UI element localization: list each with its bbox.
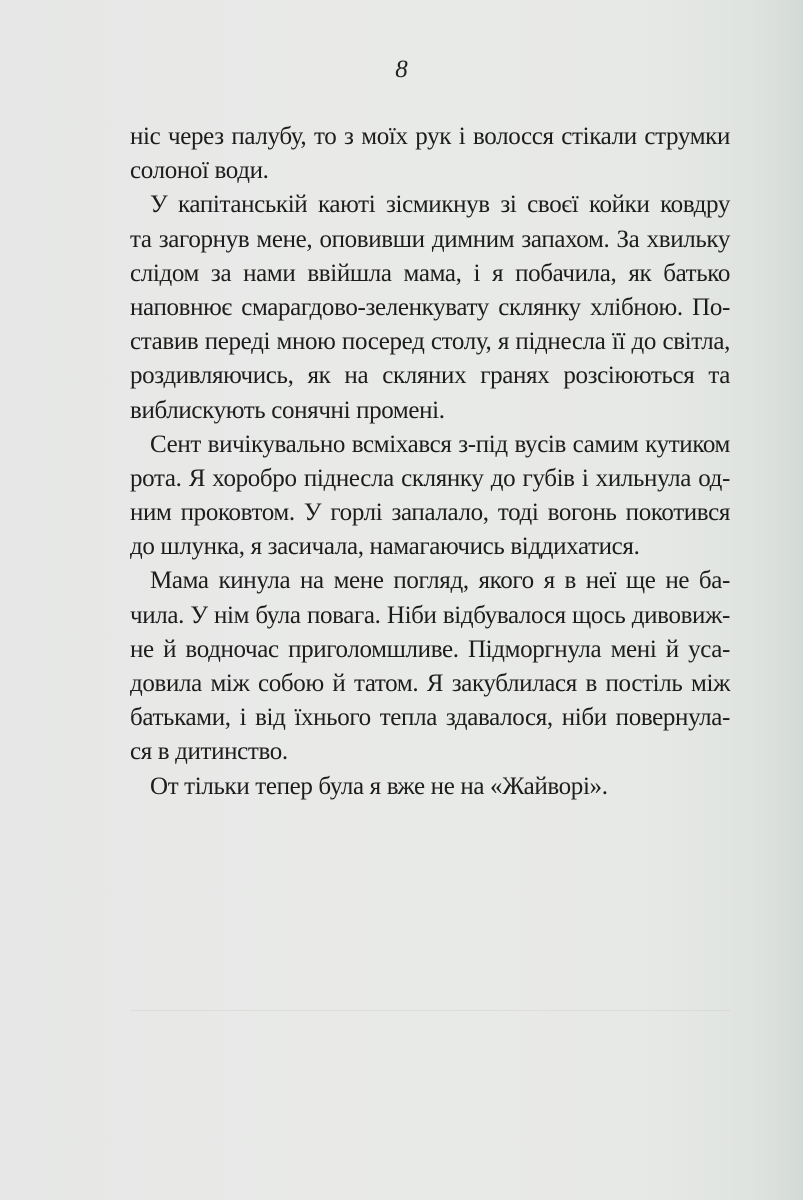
page-number: 8	[395, 56, 408, 83]
text-line: ніс через палубу, то з моїх рук і волосся стікали струмки	[130, 123, 730, 150]
text-line: роздивляючись, як на скляних гранях розсіюються та	[130, 362, 730, 390]
text-line: слідом за нами ввійшла мама, і я побачила, як батько	[130, 259, 730, 287]
text-line: ним проковтом. У горлі запалало, тоді вогонь покотився	[130, 499, 730, 527]
text-line: наповнює смарагдово-зеленкувату склянку хлібною. По-	[130, 293, 730, 321]
text-line: довила між собою й татом. Я закублилася в постіль між	[130, 670, 730, 697]
text-line: чила. У нім була повага. Ніби відбувалося щось дивовиж-	[130, 601, 730, 629]
paragraph-first-line: Мама кинула на мене погляд, якого я в неї ще не ба-	[150, 567, 730, 595]
text-line: до шлунка, я засичала, намагаючись віддихатися.	[130, 533, 640, 561]
text-line: та загорнув мене, оповивши димним запахом. За хвильку	[130, 225, 730, 253]
text-line: не й водночас приголомшливе. Підморгнула мені й уса-	[130, 635, 730, 663]
text-line: ся в дитинство.	[130, 738, 288, 766]
text-line: батьками, і від їхнього тепла здавалося, ніби повернула-	[130, 704, 730, 732]
text-line: солоної води.	[130, 157, 269, 185]
body-text	[130, 120, 730, 804]
text-line: ставив переді мною посеред столу, я піднесла її до світла,	[130, 328, 730, 356]
text-line: рота. Я хоробро піднесла склянку до губів і хильнула од-	[130, 464, 730, 492]
bleed-through-footnote-rule	[130, 1010, 730, 1011]
text-line: виблискують сонячні промені.	[130, 396, 445, 424]
paragraph-first-line: Сент вичікувально всміхався з-під вусів самим кутиком	[150, 430, 730, 458]
paragraph-first-line: От тільки тепер була я вже не на «Жайворі».	[150, 772, 608, 800]
paragraph-first-line: У капітанській каюті зісмикнув зі своєї койки ковдру	[150, 191, 730, 219]
